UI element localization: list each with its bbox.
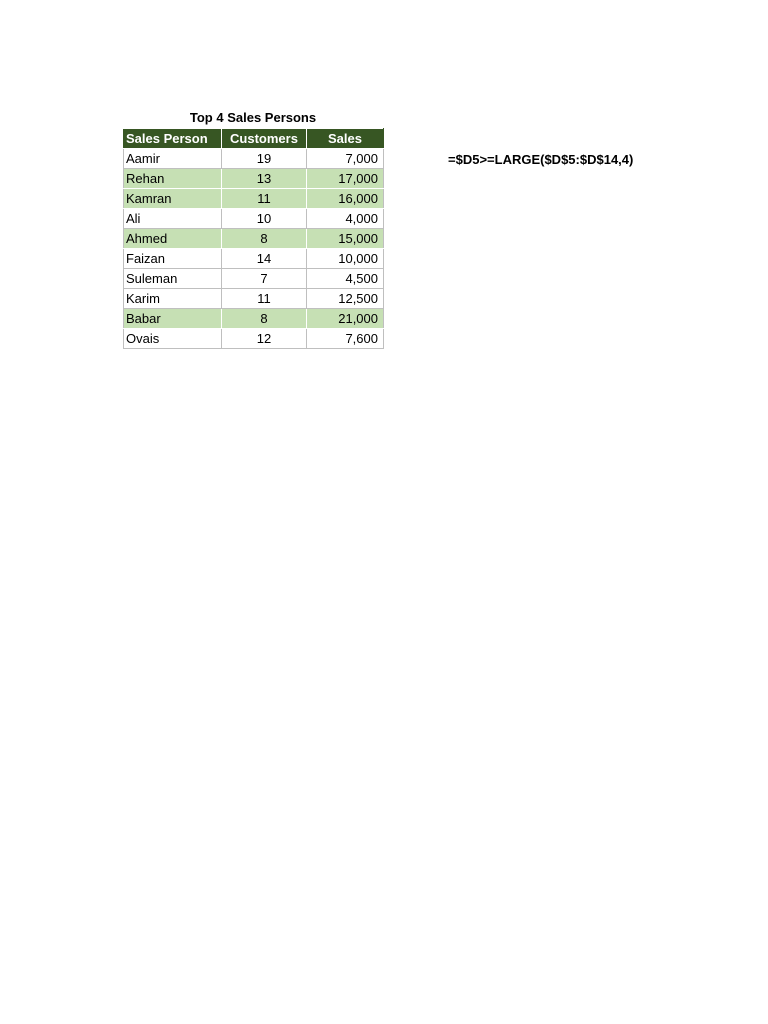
sales-cell[interactable]: 17,000 — [307, 169, 384, 189]
sales-cell[interactable]: 10,000 — [307, 249, 384, 269]
sales-table — [123, 128, 384, 349]
customers-cell[interactable]: 10 — [222, 209, 307, 229]
customers-cell[interactable]: 11 — [222, 289, 307, 309]
table-body — [124, 149, 384, 349]
sales-cell[interactable]: 7,000 — [307, 149, 384, 169]
customers-cell[interactable]: 19 — [222, 149, 307, 169]
sales-person-cell[interactable]: Kamran — [124, 189, 222, 209]
table-row[interactable] — [124, 309, 384, 329]
sales-person-cell[interactable]: Faizan — [124, 249, 222, 269]
sales-person-cell[interactable]: Babar — [124, 309, 222, 329]
sales-cell[interactable]: 4,000 — [307, 209, 384, 229]
customers-cell[interactable]: 11 — [222, 189, 307, 209]
sales-person-cell[interactable]: Ali — [124, 209, 222, 229]
table-row[interactable] — [124, 229, 384, 249]
conditional-format-formula: =$D5>=LARGE($D$5:$D$14,4) — [448, 152, 634, 167]
sales-cell[interactable]: 7,600 — [307, 329, 384, 349]
sales-cell[interactable]: 12,500 — [307, 289, 384, 309]
table-row[interactable] — [124, 289, 384, 309]
customers-cell[interactable]: 8 — [222, 229, 307, 249]
customers-cell[interactable]: 13 — [222, 169, 307, 189]
sales-person-cell[interactable]: Aamir — [124, 149, 222, 169]
table-row[interactable] — [124, 269, 384, 289]
sales-person-cell[interactable]: Karim — [124, 289, 222, 309]
sales-person-cell[interactable]: Suleman — [124, 269, 222, 289]
column-header-customers[interactable]: Customers — [222, 129, 307, 149]
customers-cell[interactable]: 7 — [222, 269, 307, 289]
sales-cell[interactable]: 4,500 — [307, 269, 384, 289]
header-row — [124, 129, 384, 149]
sales-person-cell[interactable]: Rehan — [124, 169, 222, 189]
sales-cell[interactable]: 15,000 — [307, 229, 384, 249]
sales-person-cell[interactable]: Ovais — [124, 329, 222, 349]
table-row[interactable] — [124, 189, 384, 209]
column-header-sales-person[interactable]: Sales Person — [124, 129, 222, 149]
customers-cell[interactable]: 12 — [222, 329, 307, 349]
sales-cell[interactable]: 21,000 — [307, 309, 384, 329]
sales-cell[interactable]: 16,000 — [307, 189, 384, 209]
table-row[interactable] — [124, 209, 384, 229]
table-title: Top 4 Sales Persons — [189, 110, 317, 125]
table-row[interactable] — [124, 169, 384, 189]
table-row[interactable] — [124, 329, 384, 349]
customers-cell[interactable]: 8 — [222, 309, 307, 329]
sales-person-cell[interactable]: Ahmed — [124, 229, 222, 249]
column-header-sales[interactable]: Sales — [307, 129, 384, 149]
customers-cell[interactable]: 14 — [222, 249, 307, 269]
table-row[interactable] — [124, 249, 384, 269]
table-row[interactable] — [124, 149, 384, 169]
